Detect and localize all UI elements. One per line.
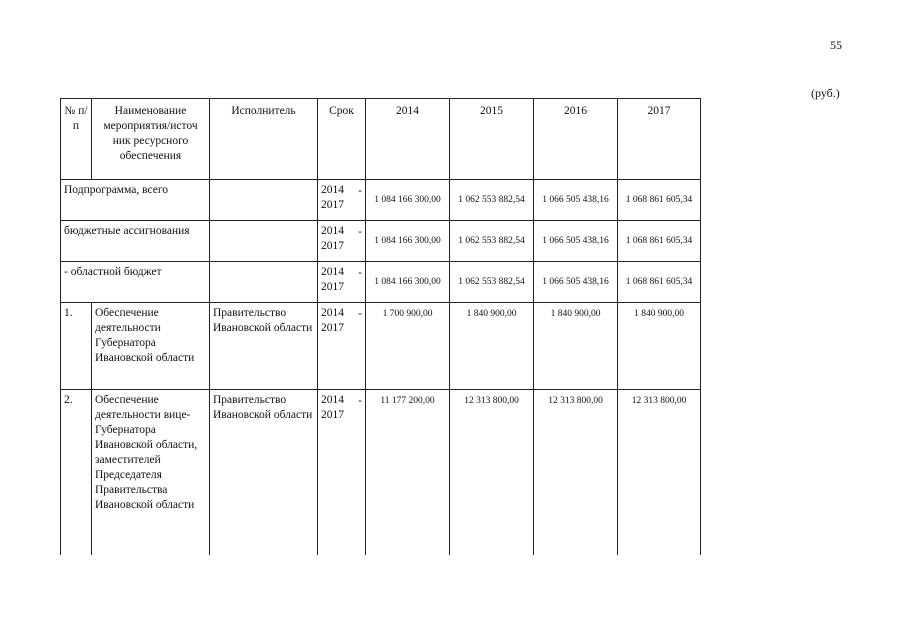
row-term: 2014 - 2017 <box>318 303 366 390</box>
row-number: 2. <box>61 390 92 556</box>
value-2017: 1 068 861 605,34 <box>618 221 701 262</box>
row-term: 2014 - 2017 <box>318 180 366 221</box>
table-header-row <box>61 99 701 180</box>
row-number: 1. <box>61 303 92 390</box>
row-name: Обеспечение деятельности Губернатора Ивановской области <box>92 303 210 390</box>
row-executor: Правительство Ивановской области <box>210 390 318 556</box>
value-2016: 12 313 800,00 <box>534 390 618 556</box>
value-2015: 1 062 553 882,54 <box>450 221 534 262</box>
row-term: 2014 - 2017 <box>318 221 366 262</box>
value-2017: 1 840 900,00 <box>618 303 701 390</box>
page-number: 55 <box>830 38 842 52</box>
value-2015: 1 062 553 882,54 <box>450 180 534 221</box>
row-label: бюджетные ассигнования <box>61 221 210 262</box>
header-number: № п/п <box>61 99 92 180</box>
table-row <box>61 390 701 556</box>
value-2016: 1 066 505 438,16 <box>534 262 618 303</box>
row-executor <box>210 262 318 303</box>
table-row <box>61 221 701 262</box>
row-label: - областной бюджет <box>61 262 210 303</box>
value-2014: 11 177 200,00 <box>366 390 450 556</box>
value-2017: 12 313 800,00 <box>618 390 701 556</box>
value-2016: 1 066 505 438,16 <box>534 180 618 221</box>
row-executor <box>210 221 318 262</box>
value-2015: 1 840 900,00 <box>450 303 534 390</box>
value-2014: 1 084 166 300,00 <box>366 180 450 221</box>
header-term: Срок <box>318 99 366 180</box>
row-label: Подпрограмма, всего <box>61 180 210 221</box>
value-2014: 1 084 166 300,00 <box>366 262 450 303</box>
header-year-2017: 2017 <box>618 99 701 180</box>
value-2016: 1 840 900,00 <box>534 303 618 390</box>
table-row <box>61 180 701 221</box>
value-2015: 12 313 800,00 <box>450 390 534 556</box>
table-row <box>61 303 701 390</box>
value-2014: 1 700 900,00 <box>366 303 450 390</box>
value-2014: 1 084 166 300,00 <box>366 221 450 262</box>
value-2017: 1 068 861 605,34 <box>618 262 701 303</box>
header-executor: Исполнитель <box>210 99 318 180</box>
row-executor <box>210 180 318 221</box>
header-name: Наименование мероприятия/источ ник ресурсного обеспечения <box>92 99 210 180</box>
header-year-2015: 2015 <box>450 99 534 180</box>
budget-table <box>60 98 701 555</box>
value-2017: 1 068 861 605,34 <box>618 180 701 221</box>
currency-unit-label: (руб.) <box>811 86 840 100</box>
row-term: 2014 - 2017 <box>318 390 366 556</box>
row-executor: Правительство Ивановской области <box>210 303 318 390</box>
row-name: Обеспечение деятельности вице-Губернатора Ивановской области, заместителей Председателя Правительства Ивановской области <box>92 390 210 556</box>
header-year-2014: 2014 <box>366 99 450 180</box>
value-2015: 1 062 553 882,54 <box>450 262 534 303</box>
table-row <box>61 262 701 303</box>
row-term: 2014 - 2017 <box>318 262 366 303</box>
value-2016: 1 066 505 438,16 <box>534 221 618 262</box>
header-year-2016: 2016 <box>534 99 618 180</box>
